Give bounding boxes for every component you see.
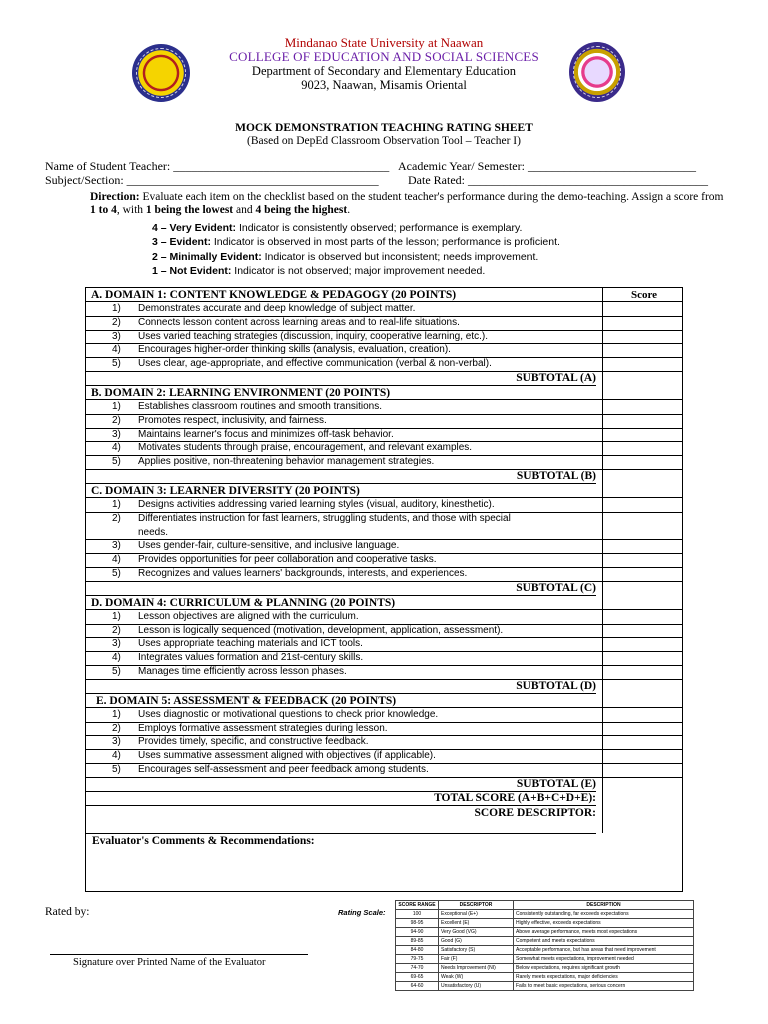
domain-header: A. DOMAIN 1: CONTENT KNOWLEDGE & PEDAGOGY (20 POINTS)	[86, 288, 682, 302]
checklist-item: 1) Demonstrates accurate and deep knowledge of subject matter.	[86, 303, 682, 317]
date-rated-field[interactable]: Date Rated: ________________________________________	[408, 173, 708, 187]
checklist-item: 1) Uses diagnostic or motivational questions to check prior knowledge.	[86, 709, 682, 723]
college-name: COLLEGE OF EDUCATION AND SOCIAL SCIENCES	[229, 49, 539, 64]
checklist-item: 2) Lesson is logically sequenced (motivation, development, application, assessment).	[86, 625, 682, 639]
score-descriptor-row: SCORE DESCRIPTOR:	[86, 806, 596, 834]
checklist-item: 5) Manages time efficiently across lesson phases.	[86, 666, 682, 680]
checklist-item: 2) Differentiates instruction for fast learners, struggling students, and those with special	[112, 512, 511, 524]
scale-row: 89-85 Good (G) Competent and meets expectations	[396, 937, 694, 946]
score-header: Score	[630, 289, 658, 301]
university-name: Mindanao State University at Naawan	[284, 35, 484, 50]
subtotal-row: SUBTOTAL (A)	[86, 372, 596, 386]
checklist-item-continued: needs.	[86, 527, 682, 541]
signature-line[interactable]	[50, 954, 308, 955]
checklist-item: 2) Connects lesson content across learning areas and to real-life situations.	[86, 317, 682, 331]
checklist-item: 4) Provides opportunities for peer collaboration and cooperative tasks.	[86, 554, 682, 568]
checklist-item: 2) Promotes respect, inclusivity, and fairness.	[86, 415, 682, 429]
checklist-item: 1) Lesson objectives are aligned with the curriculum.	[86, 611, 682, 625]
page-subtitle: (Based on DepEd Classroom Observation Tool – Teacher I)	[247, 135, 521, 147]
scale-header: DESCRIPTOR	[439, 901, 514, 910]
checklist-item: 4) Motivates students through praise, encouragement, and relevant examples.	[86, 442, 682, 456]
scale-row: 98-95 Excellent (E) Highly effective, exceeds expectations	[396, 919, 694, 928]
checklist-item: 5) Applies positive, non-threatening behavior management strategies.	[86, 456, 682, 470]
checklist-item: 5) Encourages self-assessment and peer feedback among students.	[86, 764, 682, 778]
scale-row: 100 Exceptional (E+) Consistently outstanding, far exceeds expectations	[396, 910, 694, 919]
total-score-row: TOTAL SCORE (A+B+C+D+E):	[86, 792, 596, 806]
subtotal-row: SUBTOTAL (B)	[86, 470, 596, 484]
checklist-item: 5) Recognizes and values learners' backgrounds, interests, and experiences.	[86, 568, 682, 582]
department-name: Department of Secondary and Elementary Education	[251, 64, 517, 78]
domain-header: B. DOMAIN 2: LEARNING ENVIRONMENT (20 POINTS)	[86, 386, 682, 400]
rating-scale-label: Rating Scale:	[338, 908, 386, 917]
checklist-item: 3) Uses varied teaching strategies (discussion, inquiry, cooperative learning, etc.).	[86, 331, 682, 345]
direction-text: Direction: Evaluate each item on the checklist based on the student teacher's performance during the demo-teaching. Assign a score from 1 to 4, with 1 being the lowest and 4 being the highest.	[90, 191, 724, 216]
subtotal-row: SUBTOTAL (E)	[86, 778, 596, 792]
checklist-item: 1) Designs activities addressing varied learning styles (visual, auditory, kinesthetic).	[86, 499, 682, 513]
subtotal-row: SUBTOTAL (D)	[86, 680, 596, 694]
subject-section-field[interactable]: Subject/Section: __________________________________________	[45, 173, 379, 187]
level-2: 2 – Minimally Evident: Indicator is observed but inconsistent; needs improvement.	[152, 251, 539, 263]
scale-row: 74-70 Needs Improvement (NI) Below expectations, requires significant growth	[396, 964, 694, 973]
checklist-item: 4) Uses summative assessment aligned with objectives (if applicable).	[86, 750, 682, 764]
scale-header: SCORE RANGE	[396, 901, 439, 910]
domain-header: E. DOMAIN 5: ASSESSMENT & FEEDBACK (20 POINTS)	[86, 694, 682, 708]
level-4: 4 – Very Evident: Indicator is consistently observed; performance is exemplary.	[152, 222, 523, 234]
domain-header: C. DOMAIN 3: LEARNER DIVERSITY (20 POINTS)	[86, 484, 682, 498]
scale-row: 79-75 Fair (F) Somewhat meets expectations, improvement needed	[396, 955, 694, 964]
academic-year-field[interactable]: Academic Year/ Semester: ____________________________	[398, 159, 696, 173]
checklist-item: 4) Integrates values formation and 21st-century skills.	[86, 652, 682, 666]
scale-row: 94-90 Very Good (VG) Above average performance, meets most expectations	[396, 928, 694, 937]
page-title: MOCK DEMONSTRATION TEACHING RATING SHEET	[235, 122, 533, 134]
address: 9023, Naawan, Misamis Oriental	[301, 78, 467, 92]
signature-caption: Signature over Printed Name of the Evaluator	[73, 957, 266, 968]
checklist-item: 3) Provides timely, specific, and constructive feedback.	[86, 736, 682, 750]
scale-header: DESCRIPTION	[514, 901, 694, 910]
scale-row: 69-65 Weak (W) Rarely meets expectations, major deficiencies	[396, 973, 694, 982]
subtotal-row: SUBTOTAL (C)	[86, 582, 596, 596]
checklist-item: 3) Uses gender-fair, culture-sensitive, and inclusive language.	[86, 540, 682, 554]
rating-table	[85, 287, 683, 892]
evaluator-comments[interactable]: Evaluator's Comments & Recommendations:	[92, 834, 315, 847]
checklist-item: 2) Employs formative assessment strategies during lesson.	[86, 723, 682, 737]
checklist-item: 3) Uses appropriate teaching materials and ICT tools.	[86, 638, 682, 652]
level-1: 1 – Not Evident: Indicator is not observed; major improvement needed.	[152, 265, 486, 277]
rating-scale-table	[395, 900, 694, 991]
domain-header: D. DOMAIN 4: CURRICULUM & PLANNING (20 POINTS)	[86, 596, 682, 610]
checklist-item: 5) Uses clear, age-appropriate, and effective communication (verbal & non-verbal).	[86, 358, 682, 372]
checklist-item: 1) Establishes classroom routines and smooth transitions.	[86, 401, 682, 415]
scale-row: 84-80 Satisfactory (S) Acceptable performance, but has areas that need improvement	[396, 946, 694, 955]
student-teacher-field[interactable]: Name of Student Teacher: ____________________________________	[45, 159, 390, 173]
rated-by-label: Rated by:	[45, 906, 90, 918]
letterhead	[0, 36, 768, 92]
checklist-item: 3) Maintains learner's focus and minimizes off-task behavior.	[86, 429, 682, 443]
checklist-item: 4) Encourages higher-order thinking skills (analysis, evaluation, creation).	[86, 344, 682, 358]
scale-row: 64-60 Unsatisfactory (U) Fails to meet basic expectations, serious concern	[396, 982, 694, 991]
level-3: 3 – Evident: Indicator is observed in most parts of the lesson; performance is proficient.	[152, 236, 560, 248]
